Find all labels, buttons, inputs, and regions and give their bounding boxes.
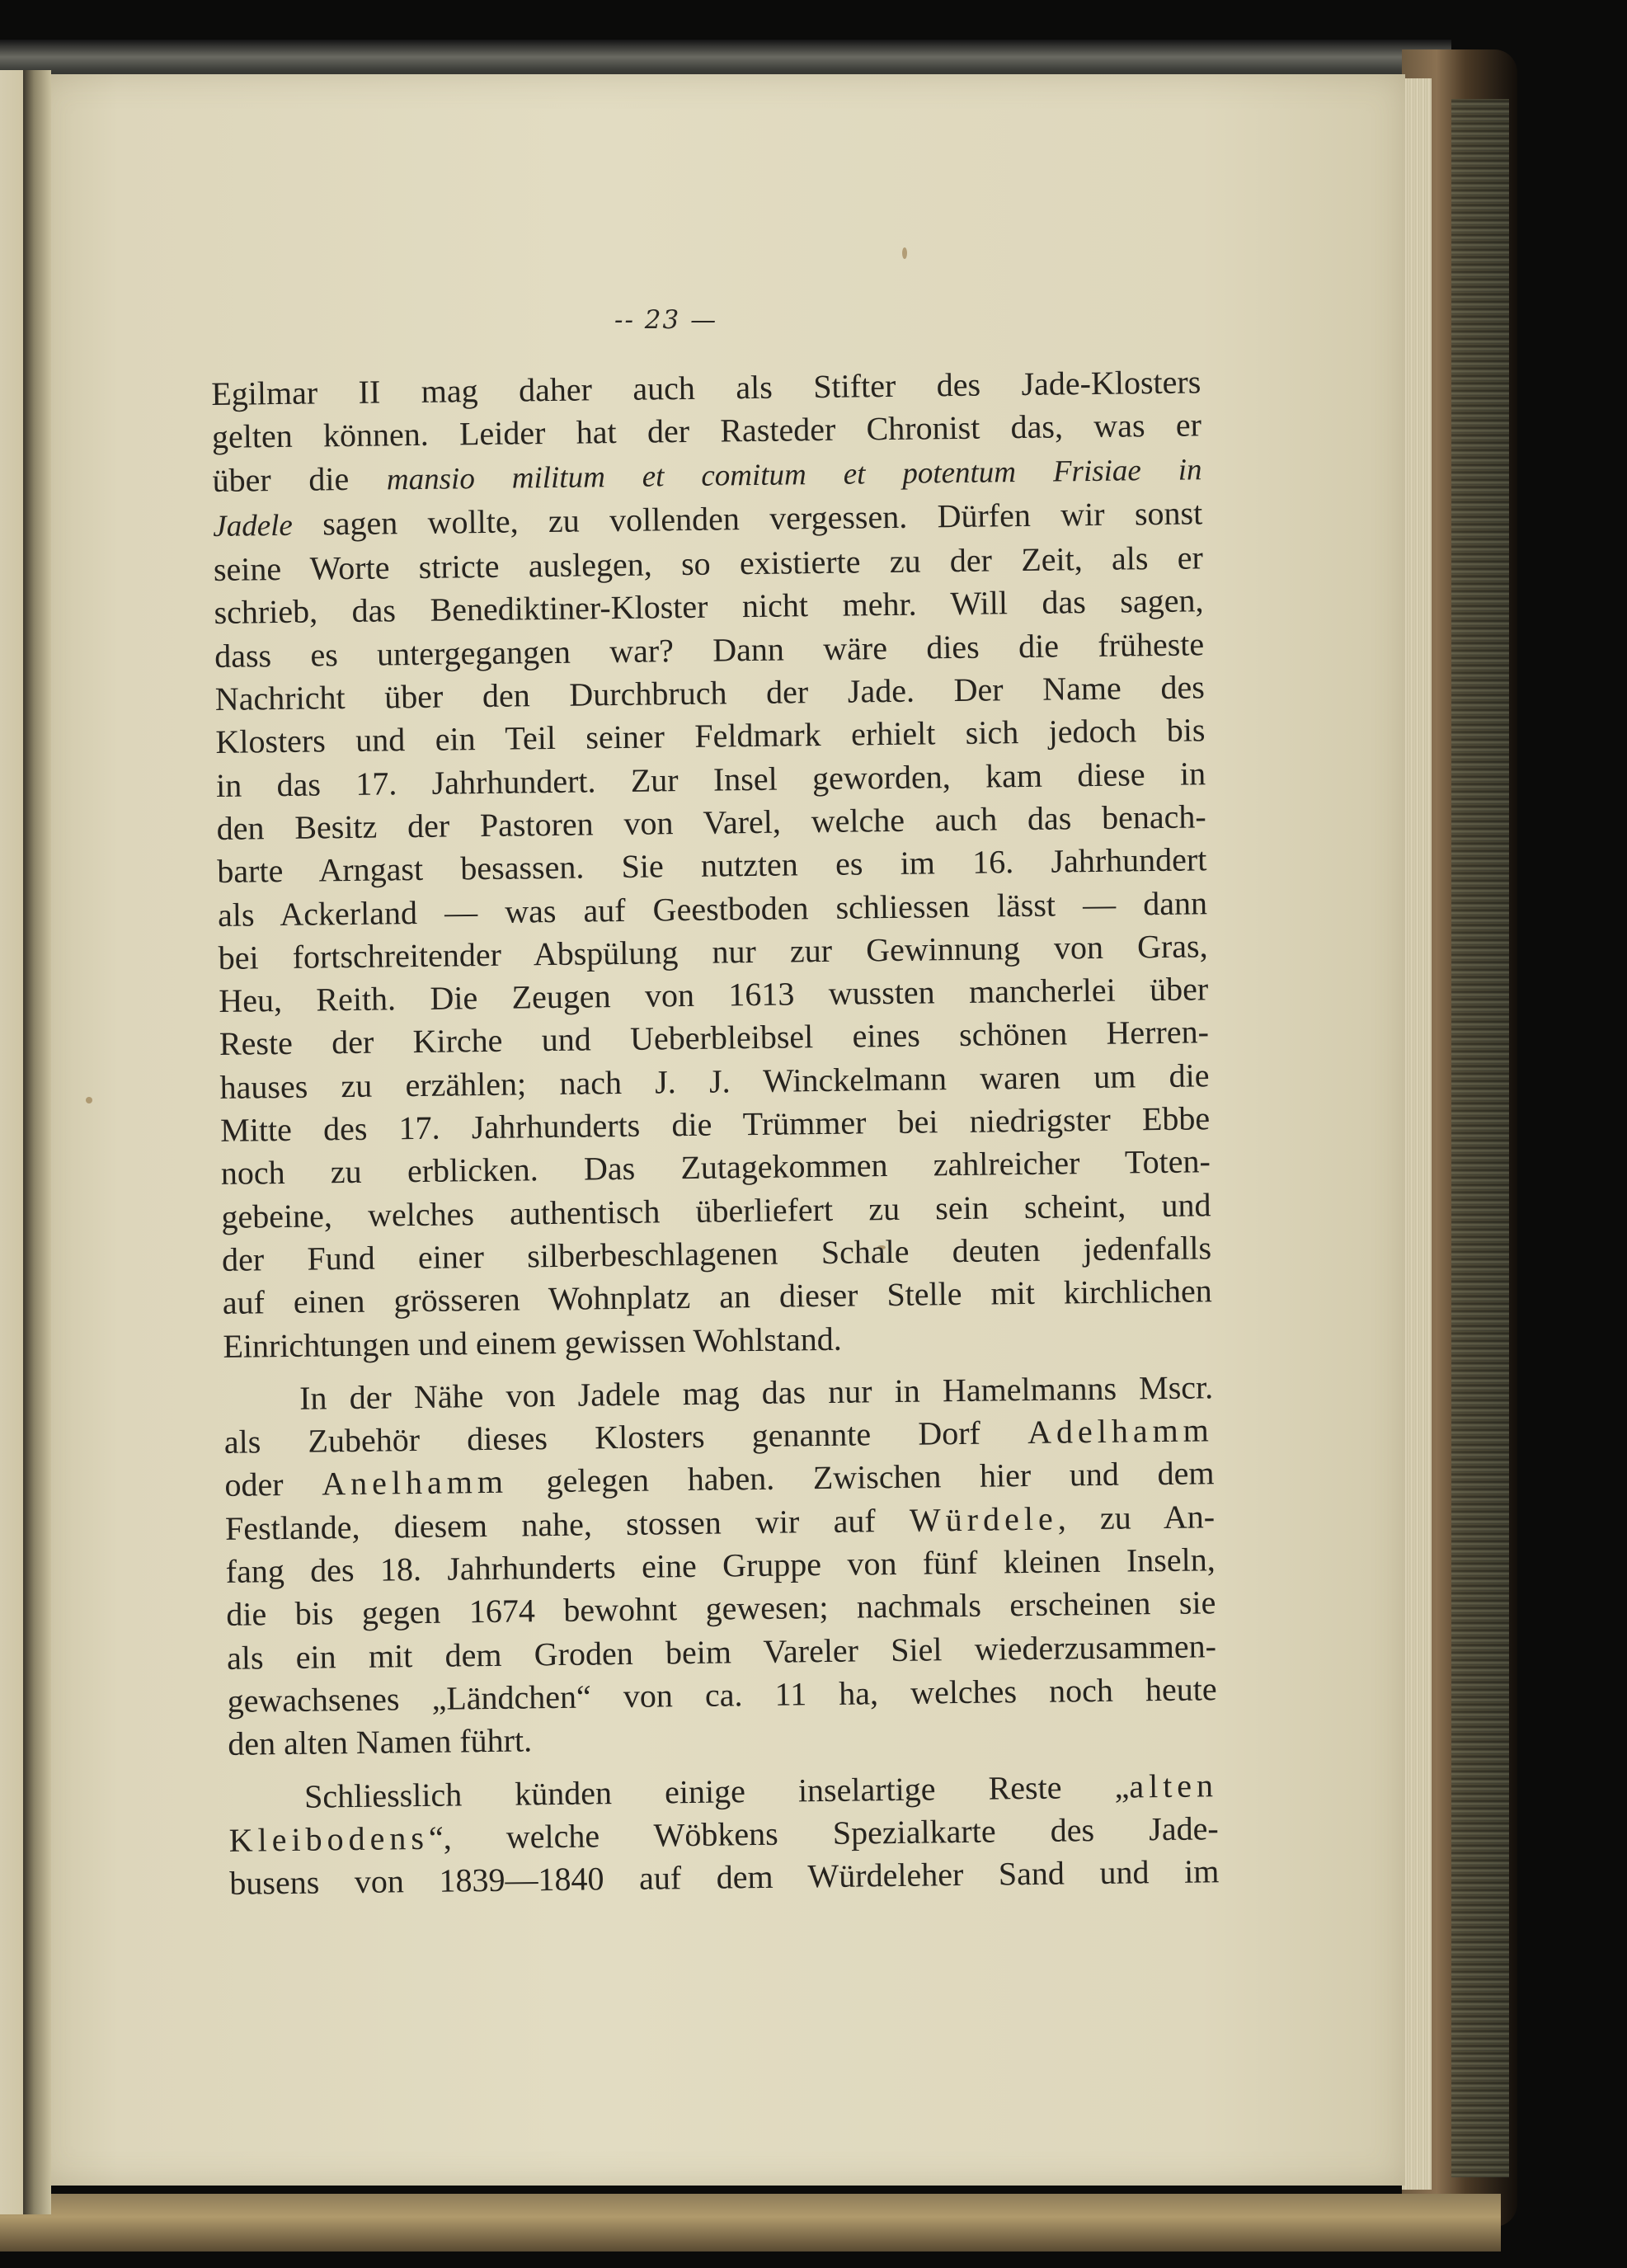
text-run: “, welche Wöbkens Spezialkarte des Jade- — [428, 1809, 1219, 1856]
text-run: In der Nähe von Jadele mag das nur in Hamelmanns Mscr. — [299, 1368, 1214, 1417]
text-run: Schliesslich künden einige inselartige Reste „ — [303, 1767, 1130, 1815]
spaced-term: Würdele — [909, 1499, 1058, 1539]
text-run: Reste der Kirche und Ueberbleibsel eines schönen Herren- — [219, 1013, 1210, 1063]
text-run: busens von 1839—1840 auf dem Würdeleher Sand und im — [229, 1852, 1220, 1902]
text-run: den alten Namen führt. — [228, 1721, 533, 1763]
text-run: gewachsenes „Ländchen“ von ca. 11 ha, welches noch heute — [227, 1670, 1217, 1720]
paper-speck — [902, 247, 907, 259]
paragraph — [211, 360, 1213, 1367]
text-run: gelegen haben. Zwischen hier und dem — [507, 1454, 1215, 1501]
spaced-term: Adelhamm — [1027, 1411, 1215, 1452]
text-run: sagen wollte, zu vollenden vergessen. Dürfen wir sonst — [292, 494, 1203, 543]
text-run: hauses zu erzählen; nach J. J. Winckelmann waren um die — [219, 1056, 1210, 1106]
text-run: seine Worte stricte auslegen, so existierte zu der Zeit, als er — [213, 539, 1204, 589]
text-run: als Zubehör dieses Klosters genannte Dorf — [223, 1414, 1028, 1461]
cover-marbled-pattern — [1451, 99, 1509, 2177]
paragraph — [228, 1764, 1220, 1906]
text-run: der Fund einer silberbeschlagenen Schale deuten jedenfalls — [221, 1229, 1212, 1278]
spaced-term: Kleibodens — [228, 1819, 430, 1859]
text-run: noch zu erblicken. Das Zutagekommen zahlreicher Toten- — [220, 1142, 1211, 1193]
text-run: bei fortschreitender Abspülung nur zur Gewinnung von Gras, — [218, 927, 1208, 976]
page-gutter — [23, 70, 51, 2214]
spaced-term: Anelhamm — [321, 1463, 509, 1503]
paragraph — [223, 1366, 1218, 1766]
text-run: auf einen grösseren Wohnplatz an dieser Stelle mit kirchlichen — [222, 1272, 1212, 1322]
text-run: als Ackerland — was auf Geestboden schliessen lässt — dann — [217, 883, 1208, 934]
text-run: Egilmar II mag daher auch als Stifter des Jade-Klosters — [211, 363, 1201, 412]
text-run: schrieb, das Benediktiner-Kloster nicht mehr. Will das sagen, — [214, 581, 1204, 632]
page-edges-stack — [1402, 78, 1432, 2190]
page-number: -- 23 — — [614, 305, 718, 335]
latin-phrase: Jadele — [213, 508, 294, 543]
text-run: Mitte des 17. Jahrhunderts die Trümmer bei niedrigster Ebbe — [219, 1099, 1211, 1149]
text-run: Klosters und ein Teil seiner Feldmark erhielt sich jedoch bis — [215, 711, 1206, 761]
text-run: Nachricht über den Durchbruch der Jade. Der Name des — [214, 668, 1206, 718]
text-run: den Besitz der Pastoren von Varel, welche auch das benach- — [216, 798, 1206, 847]
bottom-binding — [0, 2194, 1501, 2252]
paper-speck — [86, 1097, 92, 1103]
text-run: Einrichtungen und einem gewissen Wohlstand. — [223, 1320, 842, 1365]
text-run: als ein mit dem Groden beim Vareler Siel wiederzusammen- — [226, 1626, 1217, 1677]
text-run: fang des 18. Jahrhunderts eine Gruppe von fünf kleinen Inseln, — [225, 1541, 1216, 1590]
text-run: gebeine, welches authentisch überliefert zu sein scheint, und — [221, 1185, 1211, 1235]
text-run: Festlande, diesem nahe, stossen wir auf — [224, 1501, 910, 1547]
text-run: gelten können. Leider hat der Rasteder Chronist das, was er — [211, 406, 1202, 456]
body-text — [211, 360, 1220, 1905]
text-run: oder — [224, 1465, 322, 1504]
text-run: , zu An- — [1057, 1497, 1216, 1537]
text-run: über die — [212, 459, 388, 499]
text-run: die bis gegen 1674 bewohnt gewesen; nachmals erscheinen sie — [226, 1583, 1216, 1634]
spaced-term: alten — [1129, 1766, 1219, 1805]
text-run: in das 17. Jahrhundert. Zur Insel geworden, kam diese in — [215, 754, 1206, 804]
text-run: Heu, Reith. Die Zeugen von 1613 wussten mancherlei über — [219, 970, 1209, 1020]
text-run: barte Arngast besassen. Sie nutzten es im 16. Jahrhundert — [217, 840, 1207, 891]
latin-phrase: mansio militum et comitum et potentum Frisiae in — [386, 452, 1202, 497]
text-run: dass es untergegangen war? Dann wäre dies die früheste — [214, 625, 1205, 675]
